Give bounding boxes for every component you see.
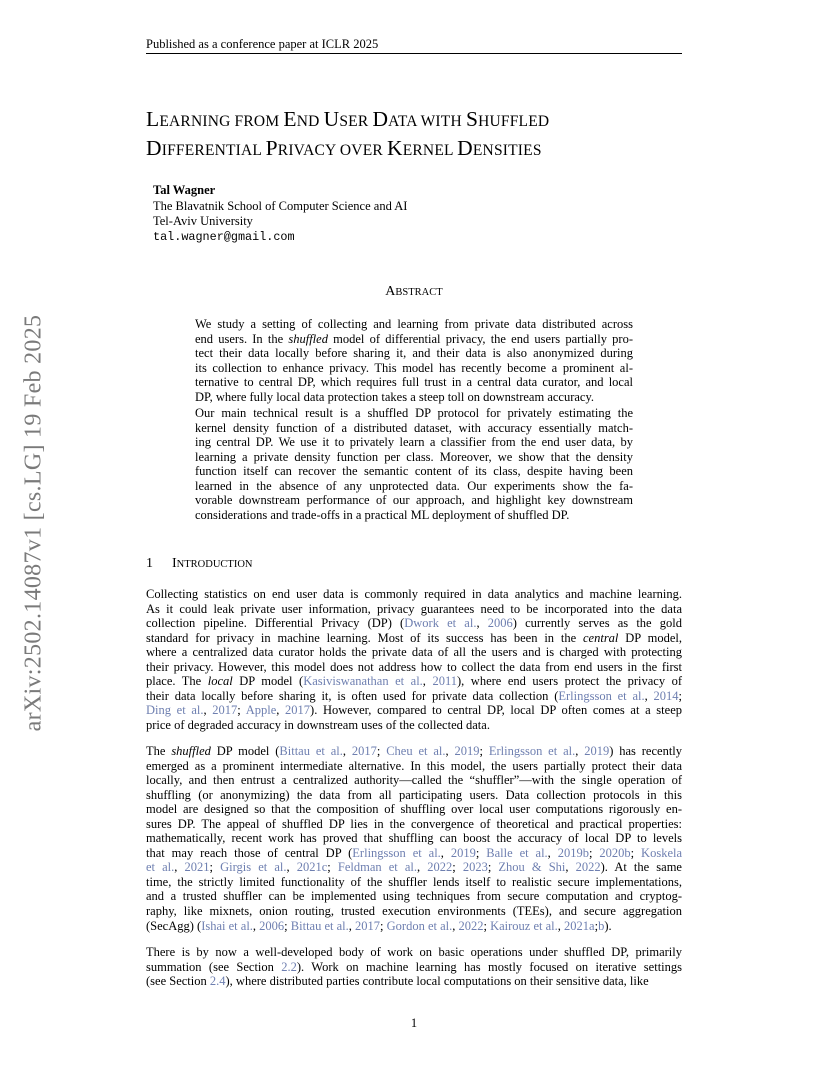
text-span: ) currently serves as the gold: [512, 616, 682, 631]
title-smallcaps: SER: [339, 113, 373, 130]
text-span: We study a setting of collecting and learning from private data distributed across: [195, 317, 633, 331]
section-heading-rest: NTRODUCTION: [176, 559, 253, 570]
title-smallcaps: EARNING FROM: [159, 113, 284, 130]
emphasis: central: [583, 630, 619, 645]
text-span: The: [146, 744, 172, 758]
text-line: [146, 802, 682, 817]
title-line-1: [146, 106, 706, 135]
text-span: ). At the same: [600, 860, 682, 875]
arxiv-stamp-text: arXiv:2502.14087v1 [cs.LG] 19 Feb 2025: [20, 314, 47, 732]
author-affiliation-2: Tel-Aviv University: [153, 214, 253, 228]
text-span: price of degraded accuracy in downstream uses of the collected data.: [146, 717, 490, 732]
text-span: ), where end users protect the privacy of: [456, 674, 683, 689]
text-line: [146, 919, 682, 934]
text-span: ;: [376, 744, 387, 758]
title-smallcaps: RIVACY OVER: [277, 142, 387, 159]
emphasis: shuffled: [288, 331, 328, 346]
citation-link[interactable]: 2017: [355, 918, 381, 933]
citation-link[interactable]: 2020b: [599, 845, 631, 860]
section-heading-initial: I: [172, 556, 177, 571]
text-span: As it could leak private user information, privacy guarantees need to be incorporated into the data: [146, 601, 682, 616]
citation-link[interactable]: Apple: [245, 703, 277, 718]
text-span: ,: [348, 918, 356, 933]
citation-link[interactable]: 2014: [653, 688, 679, 703]
text-span: time, the strictly limited functionality of the shuffler lends itself to realistic secure implementations,: [146, 874, 682, 889]
text-line: [146, 860, 682, 875]
intro-paragraph-2: [146, 744, 682, 933]
text-span: ,: [342, 744, 352, 758]
citation-link[interactable]: Girgis et al.: [220, 860, 287, 875]
text-span: DP, where fully local data protection takes a steep toll on downstream accuracy.: [195, 389, 595, 404]
text-span: model of differential privacy, the end users partially pro-: [327, 331, 634, 346]
text-line: [195, 508, 633, 523]
text-span: ;: [630, 845, 642, 860]
text-span: ,: [417, 860, 428, 875]
text-span: ,: [557, 918, 565, 933]
text-span: summation (see Section: [146, 959, 282, 974]
citation-link[interactable]: 2022: [427, 860, 453, 875]
citation-link[interactable]: 2017: [351, 744, 377, 758]
citation-link[interactable]: Feldman et al.: [337, 860, 417, 875]
text-span: ,: [547, 845, 558, 860]
text-span: ,: [452, 918, 459, 933]
text-span: its collection to enhance privacy. This model has recently become a prominent al-: [195, 360, 633, 375]
section-heading-introduction: [146, 556, 253, 572]
text-line: [146, 689, 682, 704]
text-line: [195, 479, 633, 494]
text-span: their data locally before sharing it, is often used for private data collection (: [146, 688, 559, 703]
text-span: DP model,: [618, 630, 682, 645]
text-span: standard for privacy in machine learning. Most of its success has been in the: [146, 630, 583, 645]
title-line-2: [146, 135, 706, 164]
text-span: ,: [440, 845, 451, 860]
citation-link[interactable]: 2017: [212, 703, 238, 718]
text-span: ;: [678, 688, 682, 703]
text-span: ,: [252, 918, 260, 933]
text-line: [195, 317, 633, 332]
title-smallcaps: ATA WITH: [388, 113, 466, 130]
author-email[interactable]: tal.wagner@gmail.com: [153, 229, 295, 244]
abstract-paragraph-1: [195, 317, 633, 404]
text-span: collection pipeline. Differential Privacy (DP) (: [146, 616, 405, 631]
text-span: ,: [286, 860, 297, 875]
text-span: where a centralized data curator holds the private data of all the users and is charged with protecting: [146, 645, 682, 660]
text-line: [146, 602, 682, 617]
citation-link[interactable]: 2019: [454, 744, 480, 758]
text-span: shuffling (or anonymizing) the data from all participating users. Data collection protocols in this: [146, 787, 682, 802]
text-span: ).: [604, 918, 612, 933]
abstract-heading-initial: A: [385, 284, 396, 299]
citation-link[interactable]: 2.4: [209, 974, 226, 989]
text-span: ,: [565, 860, 576, 875]
citation-link[interactable]: 2021a: [564, 918, 595, 933]
text-line: [146, 974, 682, 989]
text-line: [146, 945, 682, 960]
abstract-heading: [146, 284, 682, 300]
text-span: ,: [174, 860, 185, 875]
text-span: ,: [422, 674, 433, 689]
text-span: ), where distributed parties contribute local computations on their sensitive data, like: [225, 974, 649, 989]
citation-link[interactable]: 2019: [584, 744, 610, 758]
text-span: locally, and then entrust a centralized authority—called the “shuffler”—with the single operation of: [146, 773, 682, 788]
citation-link[interactable]: b: [598, 918, 605, 933]
title-smallcaps: ERNEL: [402, 142, 458, 159]
text-span: ,: [575, 744, 585, 758]
text-span: ;: [380, 918, 387, 933]
title-smallcaps: HUFFLED: [478, 113, 550, 130]
abstract-paragraph-2: [195, 406, 633, 522]
text-span: DP model (: [232, 674, 304, 689]
citation-link[interactable]: et al.: [146, 860, 175, 875]
text-span: ;: [452, 860, 463, 875]
text-line: [195, 435, 633, 450]
emphasis: shuffled: [171, 744, 211, 758]
citation-link[interactable]: Kasiviswanathan et al.: [303, 674, 423, 689]
text-span: raphy, like mixnets, onion routing, trusted execution environments (TEEs), and secure aggregation: [146, 904, 682, 919]
text-line: [146, 674, 682, 689]
text-span: Collecting statistics on end user data is commonly required in data analytics and machine learning.: [146, 587, 682, 601]
text-span: vorable downstream performance of our approach, and highlight key downstream: [195, 493, 633, 508]
text-span: ;: [475, 845, 487, 860]
text-span: (SecAgg) (: [146, 918, 202, 933]
text-line: [146, 587, 682, 602]
citation-link[interactable]: Balle et al.: [486, 845, 548, 860]
text-line: [146, 660, 682, 675]
text-span: place. The: [146, 674, 208, 689]
paper-title: [146, 106, 706, 164]
text-span: learning a private density function per class. Moreover, we show that the density: [195, 449, 633, 464]
text-line: [146, 718, 682, 733]
intro-paragraph-1: [146, 587, 682, 732]
citation-link[interactable]: 2017: [285, 703, 311, 718]
citation-link[interactable]: 2006: [259, 918, 285, 933]
text-line: [146, 889, 682, 904]
text-span: their privacy. However, this model does not address how to collect the data from end users in the first: [146, 659, 682, 674]
text-span: ). However, compared to central DP, local DP often comes at a steep: [310, 703, 682, 718]
author-affiliation-1: The Blavatnik School of Computer Science and AI: [153, 198, 408, 213]
citation-link[interactable]: Bittau et al.: [290, 918, 349, 933]
text-span: ;: [588, 845, 600, 860]
text-span: ;: [594, 918, 599, 933]
title-initial: D: [457, 136, 473, 160]
text-span: ;: [327, 860, 338, 875]
text-line: [146, 703, 682, 718]
text-span: ;: [209, 860, 221, 875]
text-line: [146, 744, 682, 759]
text-span: There is by now a well-developed body of work on basic operations under shuffled DP, primarily: [146, 945, 682, 959]
text-line: [195, 332, 633, 347]
text-line: [146, 831, 682, 846]
text-line: [146, 875, 682, 890]
text-line: [146, 773, 682, 788]
citation-link[interactable]: Bittau et al.: [279, 744, 343, 758]
text-span: end users. In the: [195, 331, 289, 346]
text-line: [195, 361, 633, 376]
text-span: model are designed so that the composition of shuffling over local user computations rigorously en-: [146, 802, 682, 817]
text-line: [146, 960, 682, 975]
text-span: ,: [476, 616, 488, 631]
text-span: Our main technical result is a shuffled DP protocol for privately estimating the: [195, 406, 633, 420]
text-line: [146, 817, 682, 832]
text-span: DP model (: [210, 744, 280, 758]
title-initial: S: [465, 107, 479, 131]
title-initial: P: [265, 136, 278, 160]
text-span: kernel density function of a distributed dataset, with accuracy essentially match-: [195, 420, 633, 435]
author-block: [153, 183, 407, 245]
text-line: [195, 450, 633, 465]
text-span: tect their data locally before sharing it, and their data is also anonymized during: [195, 346, 633, 361]
title-initial: K: [386, 136, 403, 160]
text-span: mathematically, recent work has proved that shuffling can boost the accuracy of local DP to levels: [146, 831, 682, 846]
citation-link[interactable]: 2021c: [296, 860, 328, 875]
text-span: ,: [203, 703, 213, 718]
text-line: [146, 759, 682, 774]
abstract-heading-rest: BSTRACT: [395, 287, 443, 298]
page-number: 1: [410, 1016, 418, 1030]
text-line: [195, 493, 633, 508]
citation-link[interactable]: Zhou & Shi: [498, 860, 566, 875]
text-span: function itself can recover the semantic content of its class, despite having been: [195, 464, 633, 479]
text-span: considerations and trade-offs in a practical ML deployment of shuffled DP.: [195, 507, 570, 522]
citation-link[interactable]: Dwork et al.: [404, 616, 477, 631]
text-line: [195, 464, 633, 479]
citation-link[interactable]: Ishai et al.: [201, 918, 253, 933]
citation-link[interactable]: 2021: [184, 860, 210, 875]
text-span: ing central DP. We use it to privately learn a classifier from the end user data, by: [195, 435, 633, 450]
title-smallcaps: IFFERENTIAL: [161, 142, 266, 159]
text-span: that may reach those of central DP (: [146, 845, 353, 860]
header-rule: [146, 53, 682, 54]
citation-link[interactable]: Kairouz et al.: [490, 918, 558, 933]
text-span: ;: [284, 918, 291, 933]
text-span: and a trusted shuffler can be implemented using techniques from secure computation and cryptog-: [146, 889, 682, 904]
citation-link[interactable]: 2019: [450, 845, 476, 860]
text-span: ;: [479, 744, 489, 758]
citation-link[interactable]: Cheu et al.: [386, 744, 446, 758]
text-line: [146, 631, 682, 646]
section-number: 1: [146, 556, 153, 571]
text-line: [195, 390, 633, 405]
title-initial: U: [323, 107, 340, 131]
intro-paragraph-3: [146, 945, 682, 989]
text-line: [195, 375, 633, 390]
citation-link[interactable]: 2.2: [281, 959, 297, 974]
citation-link[interactable]: Ding et al.: [146, 703, 204, 718]
title-smallcaps: ND: [296, 113, 324, 130]
text-line: [195, 421, 633, 436]
text-span: ,: [644, 688, 654, 703]
title-initial: E: [283, 107, 297, 131]
arxiv-stamp: [18, 288, 50, 758]
running-header: Published as a conference paper at ICLR 2025: [146, 37, 379, 51]
text-span: learned in the absence of any unprotected data. Our experiments show the fa-: [195, 478, 633, 493]
citation-link[interactable]: Gordon et al.: [386, 918, 453, 933]
citation-link[interactable]: Erlingsson et al.: [352, 845, 441, 860]
citation-link[interactable]: 2022: [458, 918, 484, 933]
text-span: ,: [445, 744, 455, 758]
text-line: [195, 406, 633, 421]
citation-link[interactable]: 2011: [432, 674, 457, 689]
text-line: [146, 616, 682, 631]
text-span: ;: [483, 918, 491, 933]
emphasis: local: [207, 674, 233, 689]
text-span: emerged as a prominent intermediate alternative. In this model, the users partially protect their data: [146, 758, 682, 773]
title-initial: D: [146, 136, 162, 160]
citation-link[interactable]: Erlingsson et al.: [558, 688, 645, 703]
text-line: [146, 788, 682, 803]
citation-link[interactable]: Koskela: [641, 845, 683, 860]
text-span: ,: [276, 703, 286, 718]
citation-link[interactable]: 2022: [575, 860, 601, 875]
text-line: [195, 346, 633, 361]
text-span: ternative to central DP, which requires full trust in a central data curator, and local: [195, 375, 633, 390]
citation-link[interactable]: 2019b: [557, 845, 589, 860]
text-span: ;: [487, 860, 499, 875]
text-line: [146, 846, 682, 861]
citation-link[interactable]: 2006: [487, 616, 513, 631]
title-initial: D: [372, 107, 389, 131]
title-initial: L: [146, 107, 160, 131]
text-span: ) has recently: [609, 744, 683, 758]
text-line: [146, 645, 682, 660]
citation-link[interactable]: 2023: [462, 860, 488, 875]
author-name: Tal Wagner: [153, 183, 216, 197]
text-span: ). Work on machine learning has mostly focused on iterative settings: [296, 959, 682, 974]
text-line: [146, 904, 682, 919]
title-smallcaps: ENSITIES: [472, 142, 542, 159]
citation-link[interactable]: Erlingsson et al.: [488, 744, 576, 758]
text-span: ;: [237, 703, 246, 718]
text-span: (see Section: [146, 974, 210, 989]
text-span: sures DP. The appeal of shuffled DP lies in the convergence of theoretical and practical properties:: [146, 816, 682, 831]
